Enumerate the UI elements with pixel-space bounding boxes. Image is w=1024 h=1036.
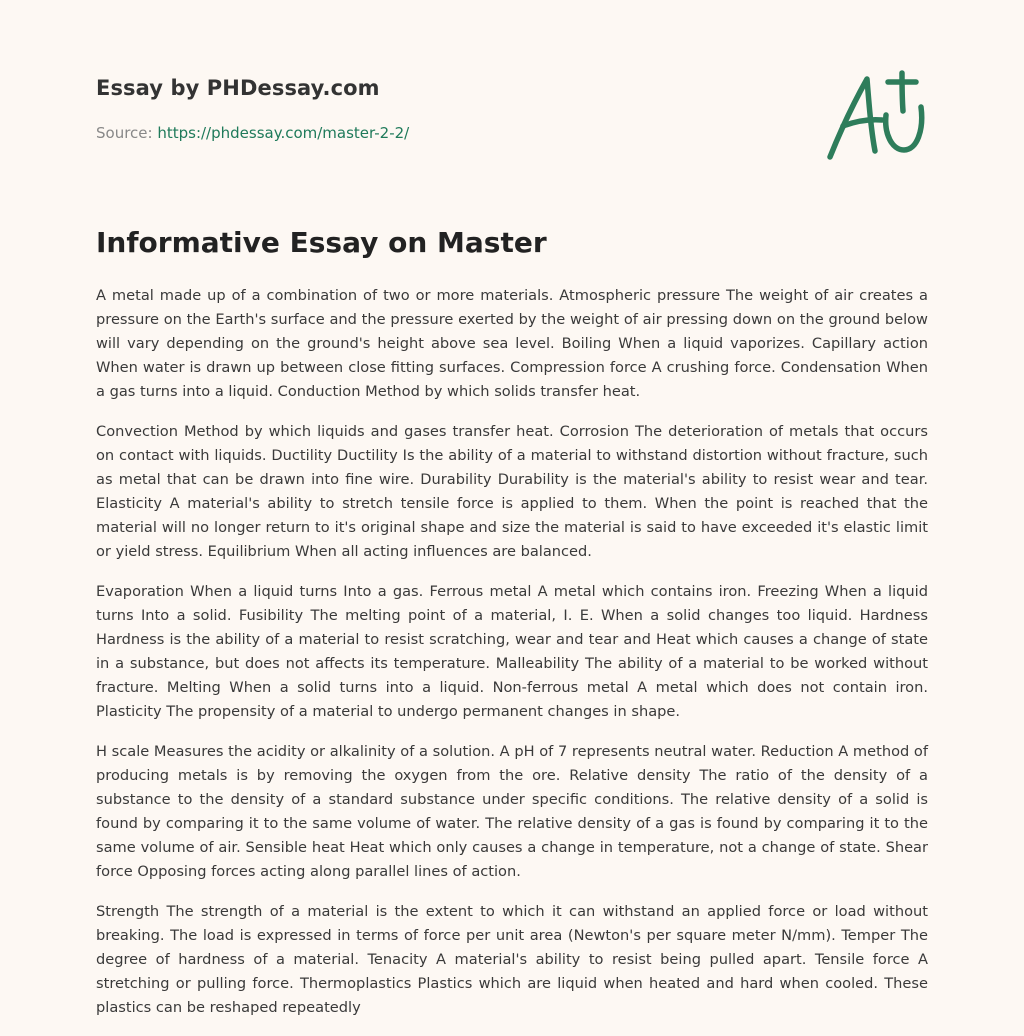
essay-paragraph: H scale Measures the acidity or alkalinity of a solution. A pH of 7 represents neutral water. Reduction A method of producing metals is by removing the oxygen from the ore. Relative density The ratio of the density of a substance to the density of a standard substance under specific conditions. The relative density of a solid is found by comparing it to the same volume of water. The relative density of a gas is found by comparing it to the same volume of air. Sensible heat Heat which only causes a change in temperature, not a change of state. Shear force Opposing forces acting along parallel lines of action. xyxy=(96,743,928,880)
essay-paragraph: Strength The strength of a material is the extent to which it can withstand an applied force or load without breaking. The load is expressed in terms of force per unit area (Newton's per square meter N/mm). Temper The degree of hardness of a material. Tenacity A material's ability to resist being pulled apart. Tensile force A stretching or pulling force. Thermoplastics Plastics which are liquid when heated and hard when cooled. These plastics can be reshaped repeatedly xyxy=(96,903,928,1016)
source-label: Source: xyxy=(96,124,158,142)
site-title: Essay by PHDessay.com xyxy=(96,76,380,100)
essay-paragraph: Evaporation When a liquid turns Into a gas. Ferrous metal A metal which contains iron. Freezing When a liquid turns Into a solid. Fusibility The melting point of a material, I. E. When a solid changes too liquid. Hardness Hardness is the ability of a material to resist scratching, wear and tear and Heat which causes a change of state in a substance, but does not affects its temperature. Malleability The ability of a material to be worked without fracture. Melting When a solid turns into a liquid. Non-ferrous metal A metal which does not contain iron. Plasticity The propensity of a material to undergo permanent changes in shape. xyxy=(96,583,928,720)
source-line xyxy=(96,124,409,142)
essay-body xyxy=(96,284,928,1036)
essay-title: Informative Essay on Master xyxy=(96,226,547,259)
page-header xyxy=(96,0,928,200)
essay-paragraph: Convection Method by which liquids and gases transfer heat. Corrosion The deterioration of metals that occurs on contact with liquids. Ductility Ductility Is the ability of a material to withstand distortion without fracture, such as metal that can be drawn into fine wire. Durability Durability is the material's ability to resist wear and tear. Elasticity A material's ability to stretch tensile force is applied to them. When the point is reached that the material will no longer return to it's original shape and size the material is said to have exceeded it's elastic limit or yield stress. Equilibrium When all acting influences are balanced. xyxy=(96,423,928,560)
source-link[interactable]: https://phdessay.com/master-2-2/ xyxy=(157,124,410,142)
a-plus-grade-icon xyxy=(826,68,928,164)
essay-paragraph: A metal made up of a combination of two or more materials. Atmospheric pressure The weight of air creates a pressure on the Earth's surface and the pressure exerted by the weight of air pressing down on the ground below will vary depending on the ground's height above sea level. Boiling When a liquid vaporizes. Capillary action When water is drawn up between close fitting surfaces. Compression force A crushing force. Condensation When a gas turns into a liquid. Conduction Method by which solids transfer heat. xyxy=(96,287,928,400)
